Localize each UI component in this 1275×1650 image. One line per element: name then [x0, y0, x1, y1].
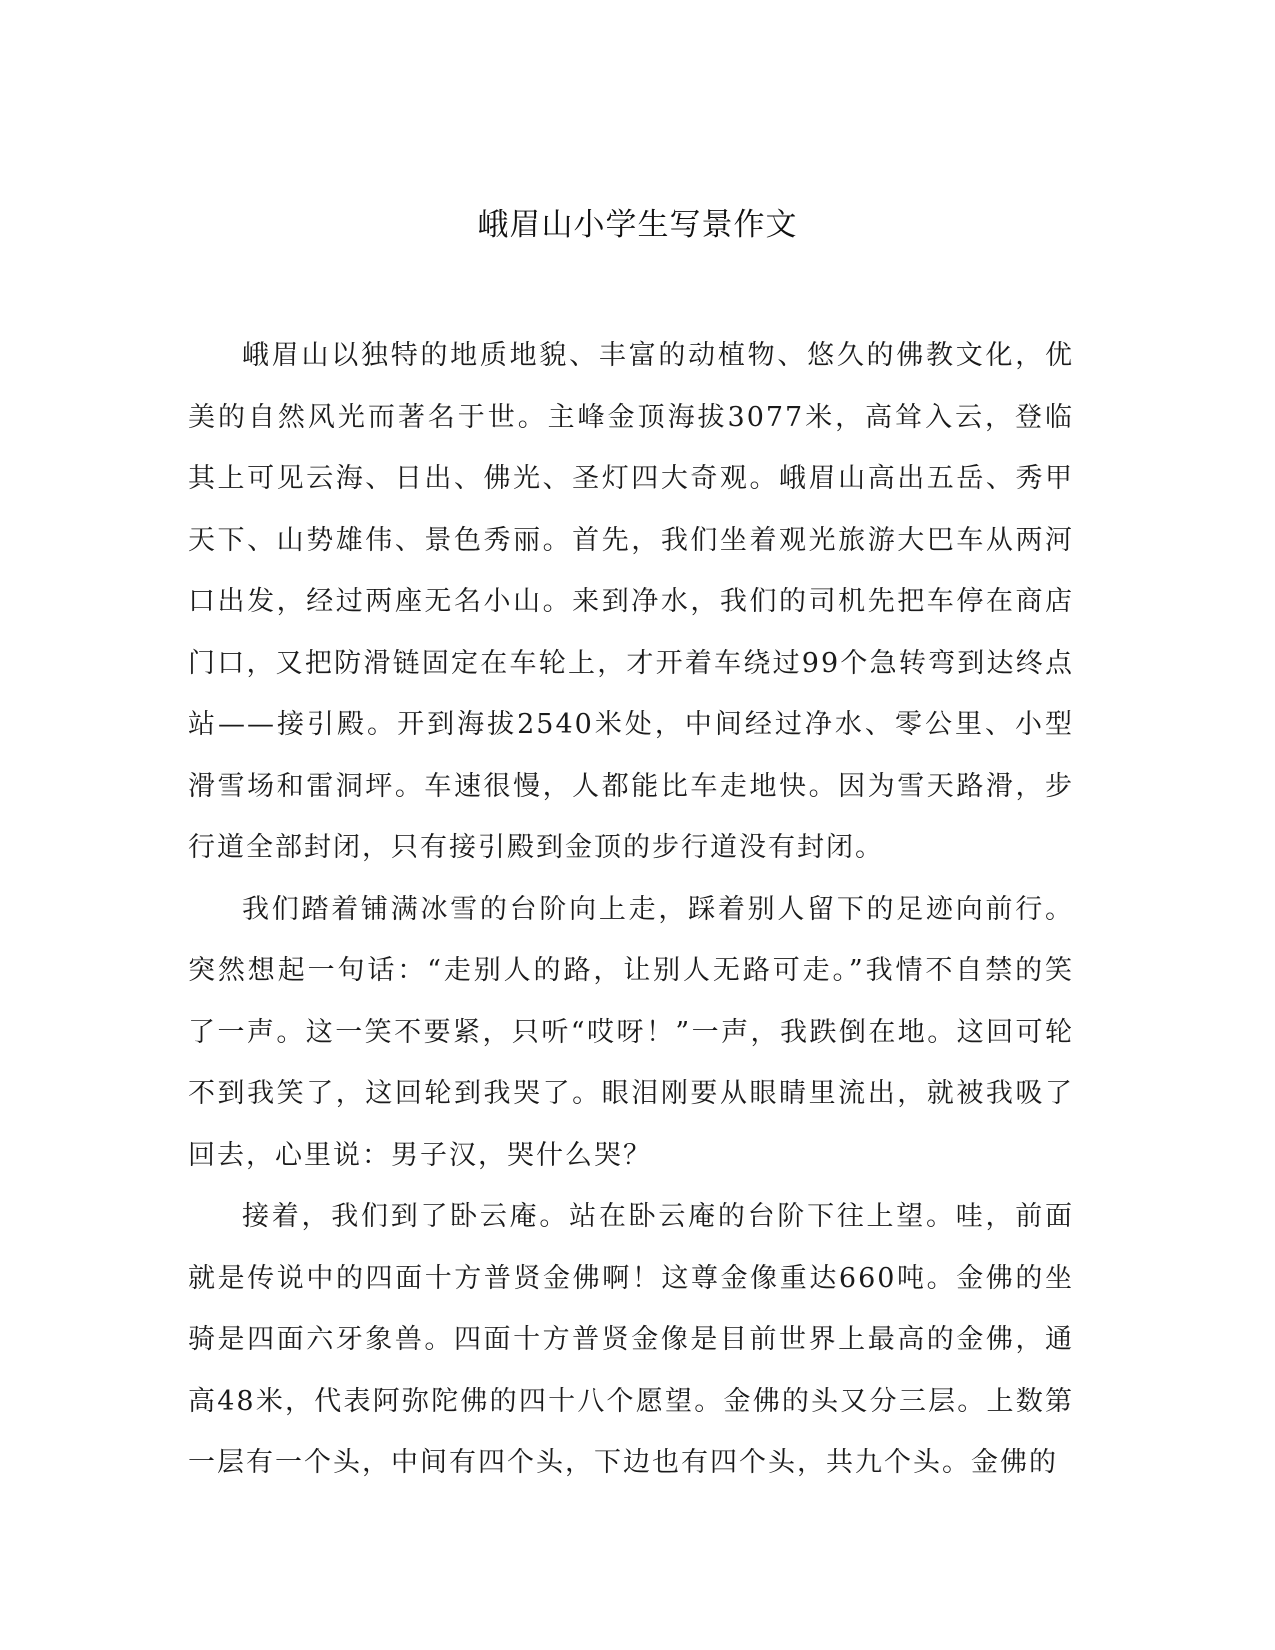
document-title: 峨眉山小学生写景作文 — [477, 207, 798, 243]
paragraph-3: 接着，我们到了卧云庵。站在卧云庵的台阶下往上望。哇，前面就是传说中的四面十方普贤金佛啊！这尊金像重达660吨。金佛的坐骑是四面六牙象兽。四面十方普贤金像是目前世界上最高的金佛，通高48米，代表阿弥陀佛的四十八个愿望。金佛的头又分三层。上数第一层有一个头，中间有四个头，下边也有四个头，共九个头。金佛的 — [188, 1201, 1074, 1478]
document-body — [188, 325, 1074, 1494]
paragraph-2: 我们踏着铺满冰雪的台阶向上走，踩着别人留下的足迹向前行。突然想起一句话：“走别人的路，让别人无路可走。”我情不自禁的笑了一声。这一笑不要紧，只听“哎呀！”一声，我跌倒在地。这回可轮不到我笑了，这回轮到我哭了。眼泪刚要从眼睛里流出，就被我吸了回去，心里说：男子汉，哭什么哭？ — [188, 893, 1074, 1171]
paragraph-1: 峨眉山以独特的地质地貌、丰富的动植物、悠久的佛教文化，优美的自然风光而著名于世。主峰金顶海拔3077米，高耸入云，登临其上可见云海、日出、佛光、圣灯四大奇观。峨眉山高出五岳、秀甲天下、山势雄伟、景色秀丽。首先，我们坐着观光旅游大巴车从两河口出发，经过两座无名小山。来到净水，我们的司机先把车停在商店门口，又把防滑链固定在车轮上，才开着车绕过99个急转弯到达终点站——接引殿。开到海拔2540米处，中间经过净水、零公里、小型滑雪场和雷洞坪。车速很慢，人都能比车走地快。因为雪天路滑，步行道全部封闭，只有接引殿到金顶的步行道没有封闭。 — [188, 340, 1074, 863]
